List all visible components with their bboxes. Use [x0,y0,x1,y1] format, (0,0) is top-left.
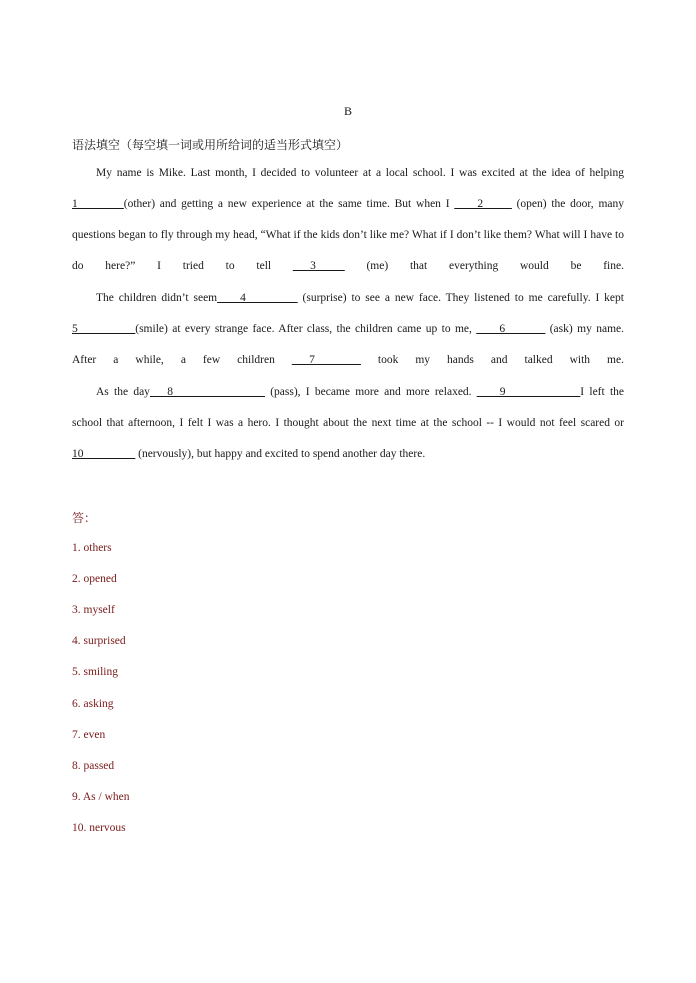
p3-text-3: I left the school that afternoon, I felt I was a hero. I thought about the next time at the school -- I would not feel scared or [72,386,624,429]
answer-item: 1. others [72,542,112,554]
blank-8: ___8________________ [149,386,265,398]
answer-item: 4. surprised [72,635,126,647]
paragraph-1 [72,158,624,282]
paragraph-2 [72,283,624,376]
p3-text-4: (nervously), but happy and excited to spend another day there. [135,448,426,460]
p2-text-3: (smile) at every strange face. After class, the children came up to me, [135,323,477,335]
answers-heading: 答： [72,511,97,525]
blank-4: ____4_________ [217,292,298,304]
blank-1: 1________ [72,198,124,210]
blank-6: ____6_______ [476,323,546,335]
p3-text-2: (pass), I became more and more relaxed. [264,386,477,398]
p1-text-1: My name is Mike. Last month, I decided to volunteer at a local school. I was excited at the idea of helping [96,167,624,179]
answer-item: 9. As / when [72,791,130,803]
answer-item: 2. opened [72,573,117,585]
p2-text-4: (ask) my name. After a while, a few children [72,323,624,366]
p2-text-2: (surprise) to see a new face. They listened to me carefully. I kept [297,292,624,304]
blank-7: ___7________ [291,354,361,366]
answer-item: 7. even [72,729,106,741]
p1-text-2: (other) and getting a new experience at the same time. But when I [123,198,455,210]
blank-9: ____9_____________ [476,386,581,398]
blank-3: ___3_____ [292,260,345,272]
p3-text-1: As the day [96,386,150,398]
answer-item: 5. smiling [72,666,119,678]
blank-2: ____2_____ [454,198,512,210]
blank-10: 10_________ [72,448,136,460]
p1-text-3: (open) the door, many questions began to fly through my head, “What if the kids don’t like me? What if I don’t like them? What will I have to do here?” I tried to tell [72,198,624,272]
answer-item: 8. passed [72,760,115,772]
p2-text-5: took my hands and talked with me. [360,354,624,366]
answer-item: 6. asking [72,698,114,710]
paragraph-3 [72,377,624,470]
answer-item: 10. nervous [72,822,126,834]
section-label: B [343,104,352,118]
p1-text-4: (me) that everything would be fine. [344,260,624,272]
blank-5: 5__________ [72,323,136,335]
instructions: 语法填空（每空填一词或用所给词的适当形式填空） [72,138,349,152]
p2-text-1: The children didn’t seem [96,292,218,304]
answer-item: 3. myself [72,604,115,616]
